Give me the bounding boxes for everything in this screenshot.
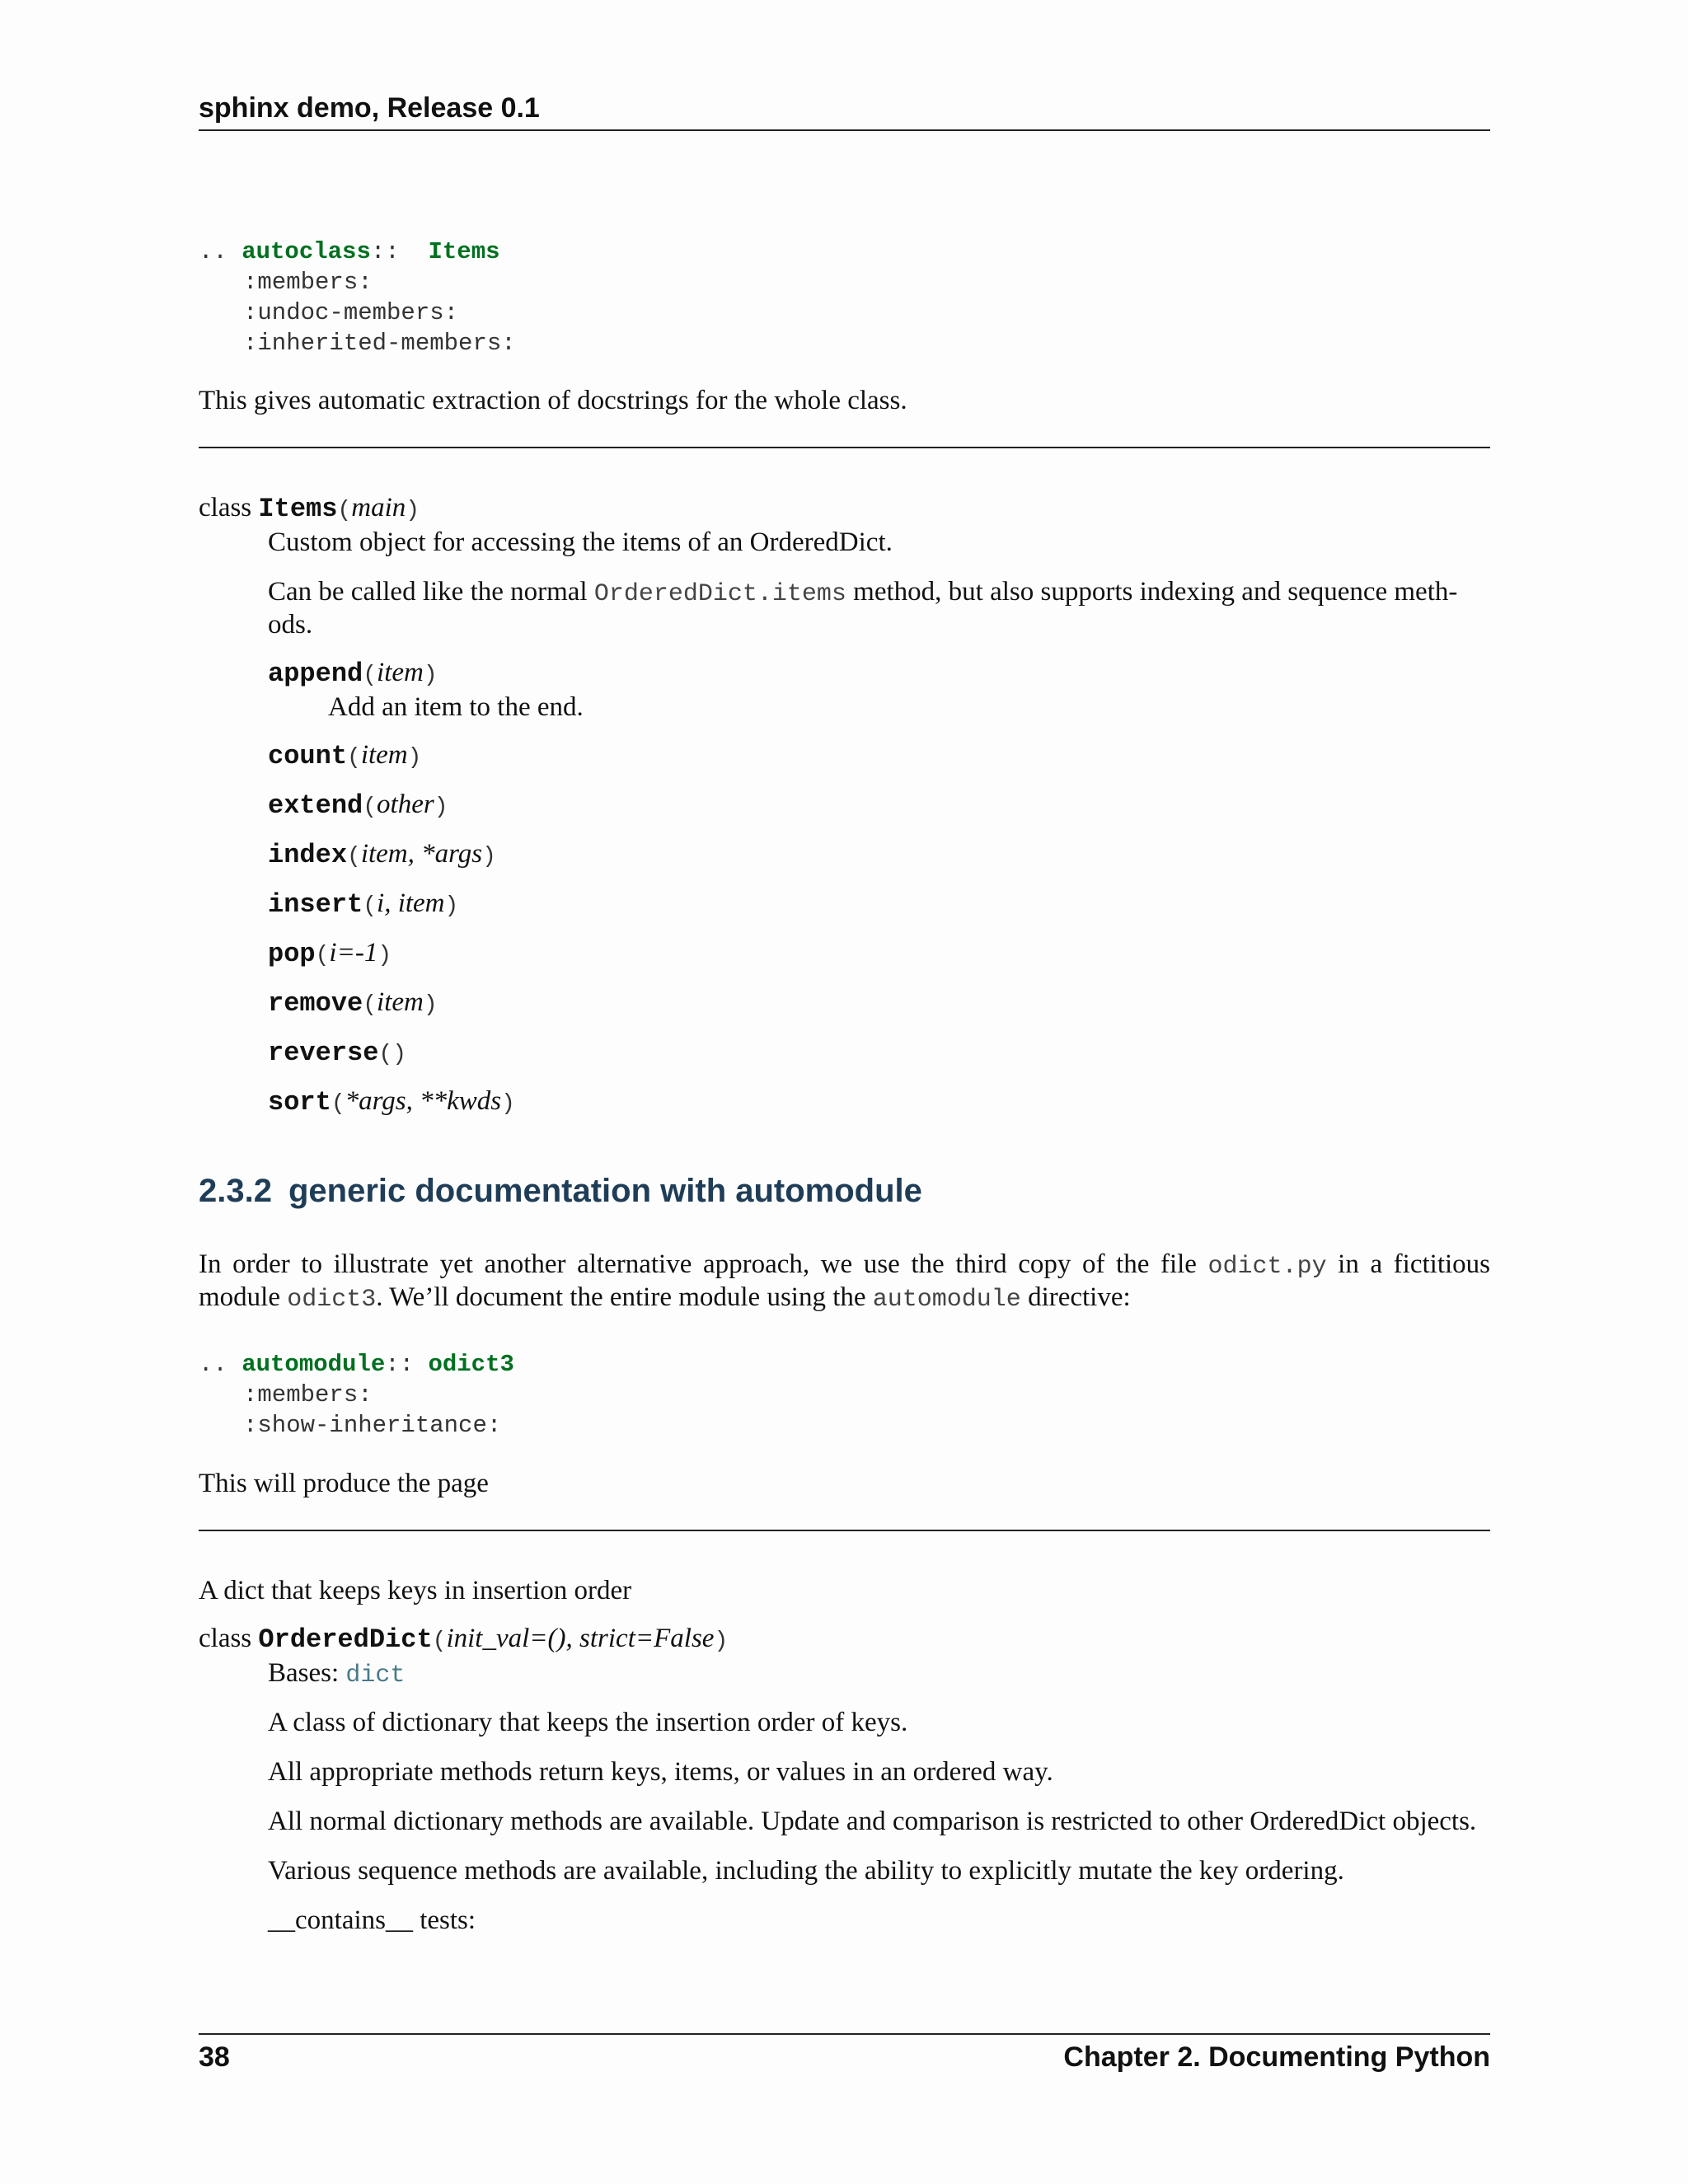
method-index: index(item, *args) xyxy=(268,839,496,870)
code-block-automodule: .. automodule:: odict3 xyxy=(199,1351,514,1378)
method-insert: insert(i, item) xyxy=(268,888,459,920)
section-heading: 2.3.2 generic documentation with automodule xyxy=(199,1173,922,1209)
paragraph-automodule-intro: In order to illustrate yet another alternative approach, we use the third copy of the file odict.py in a fictitious xyxy=(199,1249,1491,1281)
class-items-summary: Custom object for accessing the items of an OrderedDict. xyxy=(268,527,893,557)
class-items-description-cont: ods. xyxy=(268,610,313,640)
chapter-title: Chapter 2. Documenting Python xyxy=(1063,2041,1490,2073)
method-pop: pop(i=-1) xyxy=(268,938,392,969)
code-option: :show-inheritance: xyxy=(243,1412,502,1439)
class-ordereddict-paragraph: A class of dictionary that keeps the insertion order of keys. xyxy=(268,1708,908,1737)
class-ordereddict-paragraph: All appropriate methods return keys, items, or values in an ordered way. xyxy=(268,1757,1053,1787)
class-items-signature: class Items(main) xyxy=(199,493,420,524)
class-ordereddict-paragraph: __contains__ tests: xyxy=(268,1905,476,1935)
class-ordereddict-signature: class OrderedDict(init_val=(), strict=False) xyxy=(199,1624,729,1655)
method-sort: sort(*args, **kwds) xyxy=(268,1086,515,1118)
page-number: 38 xyxy=(199,2041,230,2073)
footer-rule xyxy=(199,2033,1490,2035)
running-header: sphinx demo, Release 0.1 xyxy=(199,92,540,124)
class-items-description: Can be called like the normal OrderedDict.items method, but also supports indexing and sequence meth- xyxy=(268,577,1458,608)
paragraph: This gives automatic extraction of docstrings for the whole class. xyxy=(199,386,907,415)
code-block-autoclass: .. autoclass:: Items xyxy=(199,238,500,265)
code-option: :members: xyxy=(243,269,373,296)
class-ordereddict-paragraph: All normal dictionary methods are available. Update and comparison is restricted to other OrderedDict objects. xyxy=(268,1807,1477,1836)
code-option: :undoc-members: xyxy=(243,299,459,326)
method-append-doc: Add an item to the end. xyxy=(328,692,584,722)
class-ordereddict-paragraph: Various sequence methods are available, including the ability to explicitly mutate the key ordering. xyxy=(268,1856,1344,1886)
method-count: count(item) xyxy=(268,740,422,771)
separator-rule xyxy=(199,1530,1490,1531)
paragraph-automodule-intro-cont: module odict3. We’ll document the entire module using the automodule directive: xyxy=(199,1282,1131,1314)
method-append: append(item) xyxy=(268,658,438,689)
module-docstring: A dict that keeps keys in insertion order xyxy=(199,1576,632,1605)
header-rule xyxy=(199,129,1490,131)
method-remove: remove(item) xyxy=(268,987,438,1019)
paragraph: This will produce the page xyxy=(199,1469,489,1498)
separator-rule xyxy=(199,447,1490,448)
code-option: :members: xyxy=(243,1381,373,1408)
bases-dict-link[interactable]: dict xyxy=(345,1661,406,1690)
method-extend: extend(other) xyxy=(268,790,448,821)
class-ordereddict-bases: Bases: dict xyxy=(268,1658,406,1690)
code-option: :inherited-members: xyxy=(243,330,516,357)
method-reverse: reverse() xyxy=(268,1038,407,1068)
